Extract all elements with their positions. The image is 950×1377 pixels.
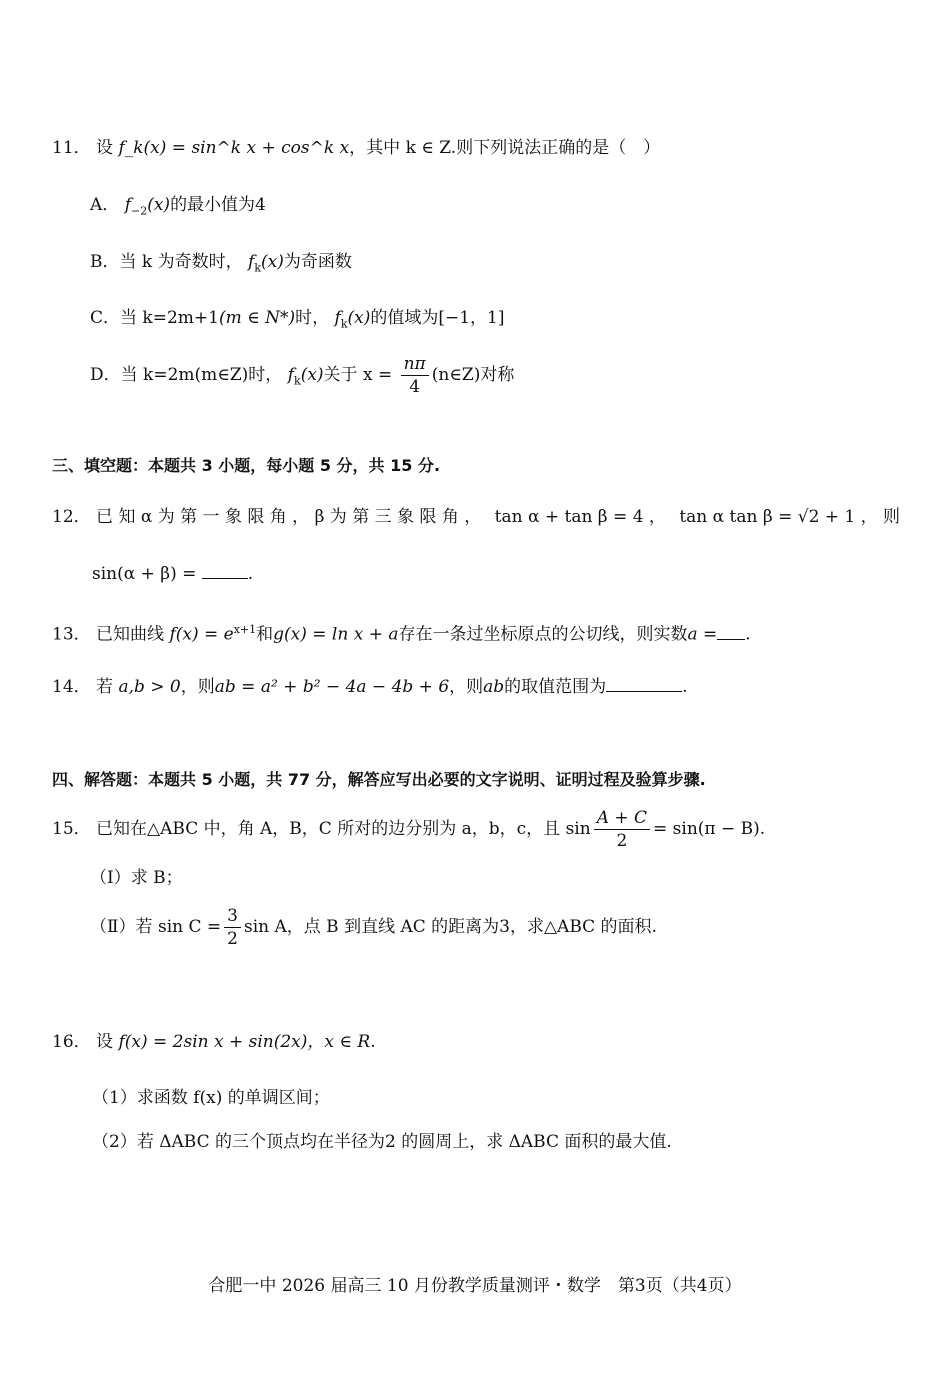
q12-number: 12．: [52, 507, 91, 527]
q14: 14． 若 a,b > 0，则ab = a² + b² − 4a − 4b + 6，则ab的取值范围为 .: [52, 677, 688, 697]
q13-answer-blank: [717, 623, 745, 640]
page-footer: 合肥一中 2026 届高三 10 月份教学质量测评・数学 第3页（共4页）: [208, 1276, 742, 1296]
q12-line1: 12． 已 知 α 为 第 一 象 限 角 ， β 为 第 三 象 限 角 ， tan α + tan β = 4 ， tan α tan β = √2 + 1 ， 则: [52, 507, 901, 527]
q11-option-b: B．当 k 为奇数时， $f_k(x)$为奇函数: [90, 252, 352, 275]
q11-option-d: D．当 k=2m(m∈Z)时， $f_k(x)$关于 x = $\frac{n\pi}{4}$ (n∈Z)对称: [90, 354, 515, 397]
q13: 13． 已知曲线 $f(x) = e^{x+1}$和g(x) = ln x + a存在一条过坐标原点的公切线，则实数a = .: [52, 623, 751, 645]
section-4-heading: 四、解答题：本题共 5 小题，共 77 分，解答应写出必要的文字说明、证明过程及验算步骤.: [52, 770, 706, 789]
q13-number: 13．: [52, 624, 91, 645]
q11-d-fraction: $\frac{n\pi}{4}$: [401, 353, 429, 398]
q12-line2: sin(α + β) = .: [92, 564, 254, 584]
q11-option-c: C．当 k=2m+1(m ∈ N*)时， $f_k(x)$的值域为[−1，1]: [90, 308, 505, 331]
q16-part1: （1）求函数 f(x) 的单调区间；: [92, 1088, 330, 1108]
q15-stem: 15． 已知在△ABC 中，角 A，B，C 所对的边分别为 a，b，c，且 sin $\frac{A + C}{2}$ = sin(π − B).: [52, 808, 766, 851]
q16-part2: （2）若 ΔABC 的三个顶点均在半径为2 的圆周上，求 ΔABC 面积的最大值.: [92, 1132, 672, 1152]
section-3-heading: 三、填空题：本题共 3 小题，每小题 5 分，共 15 分.: [52, 456, 441, 475]
q15-part2: （Ⅱ）若 sin C = $\frac{3}{2}$ sin A，点 B 到直线 AC 的距离为3，求△ABC 的面积.: [90, 906, 657, 949]
q11-option-a: A． $f_{-2}(x)$的最小值为4: [90, 195, 266, 218]
q15-part1: （Ⅰ）求 B；: [90, 868, 183, 888]
q16-stem: 16． 设 f(x) = 2sin x + sin(2x)，x ∈ R.: [52, 1032, 376, 1052]
q16-number: 16．: [52, 1032, 91, 1052]
q12-answer-blank: [202, 562, 248, 579]
q11-stem: 11． 设 f_k(x) = sin^k x + cos^k x，其中 k ∈ Z.则下列说法正确的是（ ）: [52, 138, 661, 158]
q15-number: 15．: [52, 819, 91, 839]
q15-part2-fraction: $\frac{3}{2}$: [224, 905, 241, 950]
q11-number: 11．: [52, 138, 91, 158]
q14-answer-blank: [606, 675, 682, 692]
q15-fraction: $\frac{A + C}{2}$: [594, 807, 650, 852]
q11-function: f_k(x) = sin^k x + cos^k x: [118, 138, 350, 158]
q14-number: 14．: [52, 677, 91, 697]
